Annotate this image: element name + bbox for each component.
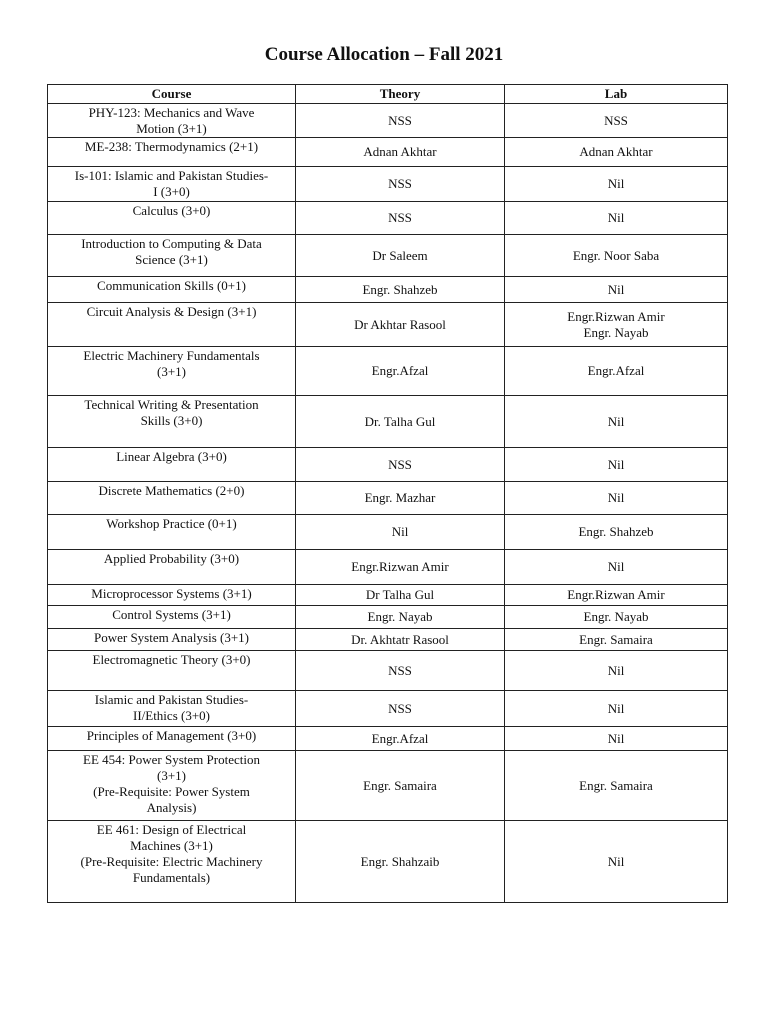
- course-cell: [48, 482, 296, 515]
- table-row: [48, 448, 728, 482]
- course-cell-text: Circuit Analysis & Design (3+1): [86, 304, 257, 319]
- table-row: [48, 515, 728, 550]
- lab-cell-text: Engr. Nayab: [583, 609, 649, 624]
- table-header-row: [48, 85, 728, 104]
- header-course: Course: [48, 85, 296, 104]
- theory-cell: [296, 515, 505, 550]
- table-row: [48, 482, 728, 515]
- course-cell-text: Workshop Practice (0+1): [106, 516, 237, 531]
- lab-cell: [505, 347, 728, 396]
- course-cell: [48, 202, 296, 235]
- table-row: [48, 202, 728, 235]
- course-cell-text: Principles of Management (3+0): [86, 728, 257, 743]
- theory-cell-text: Dr. Akhtatr Rasool: [351, 631, 449, 647]
- course-cell: [48, 821, 296, 903]
- lab-cell: [505, 448, 728, 482]
- lab-cell-text: Nil: [607, 559, 625, 574]
- theory-cell-text: NSS: [388, 700, 412, 716]
- lab-cell: [505, 235, 728, 277]
- table-row: [48, 104, 728, 138]
- table-row: [48, 138, 728, 167]
- theory-cell-text: Dr Saleem: [372, 247, 428, 263]
- theory-cell: [296, 303, 505, 347]
- lab-cell-text: Engr.Afzal: [587, 363, 645, 378]
- course-allocation-table: [47, 84, 728, 903]
- theory-cell: [296, 821, 505, 903]
- theory-cell-text: Engr. Shahzeb: [362, 281, 438, 297]
- lab-cell-text: Nil: [607, 853, 625, 869]
- lab-cell-text: Engr.Rizwan Amir: [567, 587, 665, 602]
- table-row: [48, 235, 728, 277]
- course-cell-text: Communication Skills (0+1): [97, 278, 246, 293]
- lab-cell: [505, 629, 728, 651]
- lab-cell-text: Engr.Rizwan Amir: [567, 308, 665, 324]
- lab-cell: [505, 202, 728, 235]
- theory-cell: [296, 606, 505, 629]
- course-cell: [48, 585, 296, 606]
- theory-cell-text: Engr. Nayab: [367, 609, 433, 624]
- course-cell-text: Fundamentals): [132, 870, 211, 885]
- course-cell-text: Calculus (3+0): [132, 203, 211, 218]
- course-cell-text: (3+1): [157, 768, 186, 783]
- course-cell-text: Electromagnetic Theory (3+0): [92, 652, 251, 667]
- course-cell-text: Power System Analysis (3+1): [93, 630, 250, 645]
- course-cell-text: Control Systems (3+1): [112, 607, 231, 622]
- course-cell-text: Machines (3+1): [130, 838, 213, 853]
- theory-cell-text: Engr.Afzal: [371, 730, 429, 746]
- course-cell: [48, 550, 296, 585]
- lab-cell-text: Nil: [607, 490, 625, 505]
- page-title: Course Allocation – Fall 2021: [264, 44, 504, 65]
- lab-cell-text: Nil: [607, 413, 625, 429]
- course-cell-text: Electric Machinery Fundamentals: [83, 348, 260, 363]
- course-cell-text: Analysis): [146, 800, 197, 815]
- course-cell: [48, 651, 296, 691]
- theory-cell: [296, 396, 505, 448]
- table-row: [48, 277, 728, 303]
- theory-cell-text: Engr.Afzal: [371, 363, 429, 378]
- theory-cell-text: Dr. Talha Gul: [364, 413, 436, 429]
- theory-cell: [296, 585, 505, 606]
- course-cell-text: Technical Writing & Presentation: [84, 397, 259, 412]
- table-row: [48, 585, 728, 606]
- theory-cell-text: NSS: [388, 662, 412, 678]
- header-theory: Theory: [296, 85, 505, 104]
- theory-cell: [296, 202, 505, 235]
- theory-cell: [296, 277, 505, 303]
- course-cell: [48, 235, 296, 277]
- lab-cell-text: Nil: [607, 662, 625, 678]
- theory-cell-text: Engr. Samaira: [363, 777, 437, 793]
- course-cell: [48, 751, 296, 821]
- theory-cell: [296, 751, 505, 821]
- lab-cell: [505, 277, 728, 303]
- theory-cell-text: Engr.Rizwan Amir: [351, 559, 449, 574]
- lab-cell-text: Nil: [607, 210, 625, 225]
- course-cell: [48, 448, 296, 482]
- lab-cell-text: Engr. Samaira: [579, 777, 653, 793]
- lab-cell: [505, 727, 728, 751]
- course-cell-text: PHY-123: Mechanics and Wave: [88, 105, 255, 120]
- course-cell: [48, 277, 296, 303]
- theory-cell-text: NSS: [388, 112, 412, 128]
- course-cell-text: EE 454: Power System Protection: [83, 752, 260, 767]
- course-cell-text: Motion (3+1): [136, 121, 207, 136]
- course-cell: [48, 691, 296, 727]
- theory-cell-text: Engr. Shahzaib: [360, 853, 440, 869]
- theory-cell-text: NSS: [388, 456, 412, 472]
- lab-cell-text: Nil: [607, 456, 625, 472]
- table-row: [48, 606, 728, 629]
- course-cell-text: ME-238: Thermodynamics (2+1): [84, 139, 259, 154]
- lab-cell: [505, 515, 728, 550]
- lab-cell: [505, 482, 728, 515]
- course-cell-text: Linear Algebra (3+0): [116, 449, 227, 464]
- course-cell: [48, 606, 296, 629]
- lab-cell-text: Nil: [607, 281, 625, 297]
- course-cell: [48, 138, 296, 167]
- lab-cell: [505, 691, 728, 727]
- lab-cell-text: NSS: [604, 112, 628, 128]
- course-cell-text: Microprocessor Systems (3+1): [91, 586, 252, 601]
- course-cell: [48, 347, 296, 396]
- lab-cell-text: Engr. Shahzeb: [578, 524, 654, 539]
- lab-cell: [505, 138, 728, 167]
- course-cell-text: Introduction to Computing & Data: [81, 236, 262, 251]
- lab-cell: [505, 821, 728, 903]
- theory-cell: [296, 235, 505, 277]
- theory-cell-text: NSS: [388, 176, 412, 191]
- course-cell-text: Is-101: Islamic and Pakistan Studies-: [74, 168, 269, 183]
- theory-cell-text: Dr Akhtar Rasool: [354, 316, 446, 332]
- lab-cell: [505, 585, 728, 606]
- theory-cell: [296, 629, 505, 651]
- course-cell-text: Islamic and Pakistan Studies-: [94, 692, 249, 707]
- course-cell: [48, 104, 296, 138]
- table-row: [48, 167, 728, 202]
- table-row: [48, 303, 728, 347]
- lab-cell: [505, 396, 728, 448]
- lab-cell: [505, 606, 728, 629]
- lab-cell-text: Nil: [607, 700, 625, 716]
- theory-cell: [296, 448, 505, 482]
- course-cell-text: II/Ethics (3+0): [132, 708, 210, 723]
- lab-cell-text: Adnan Akhtar: [579, 144, 653, 159]
- lab-cell: [505, 104, 728, 138]
- course-cell-text: (Pre-Requisite: Electric Machinery: [80, 854, 263, 869]
- theory-cell-text: Dr Talha Gul: [365, 587, 435, 602]
- lab-cell-text: Engr. Samaira: [579, 631, 653, 647]
- theory-cell: [296, 167, 505, 202]
- theory-cell: [296, 104, 505, 138]
- lab-cell: [505, 550, 728, 585]
- theory-cell: [296, 651, 505, 691]
- lab-cell-text: Nil: [607, 730, 625, 746]
- table-row: [48, 727, 728, 751]
- course-cell-text: Applied Probability (3+0): [103, 551, 240, 566]
- theory-cell-text: Engr. Mazhar: [364, 490, 436, 505]
- table-body: [48, 104, 728, 903]
- lab-cell: [505, 167, 728, 202]
- lab-cell-text: Engr. Noor Saba: [572, 247, 660, 263]
- theory-cell: [296, 691, 505, 727]
- table-row: [48, 651, 728, 691]
- course-cell-text: I (3+0): [153, 184, 190, 199]
- course-cell: [48, 727, 296, 751]
- theory-cell-text: Adnan Akhtar: [363, 144, 437, 159]
- lab-cell-text: Nil: [607, 176, 625, 191]
- theory-cell: [296, 482, 505, 515]
- theory-cell: [296, 727, 505, 751]
- lab-cell: [505, 651, 728, 691]
- course-cell-text: (3+1): [157, 364, 186, 379]
- theory-cell-text: Nil: [391, 524, 409, 539]
- lab-cell-text: Engr. Nayab: [583, 324, 649, 340]
- course-cell-text: (Pre-Requisite: Power System: [93, 784, 250, 799]
- table-row: [48, 821, 728, 903]
- theory-cell: [296, 347, 505, 396]
- table-row: [48, 550, 728, 585]
- course-cell-text: Discrete Mathematics (2+0): [98, 483, 245, 498]
- course-cell: [48, 167, 296, 202]
- course-cell-text: EE 461: Design of Electrical: [96, 822, 247, 837]
- theory-cell: [296, 138, 505, 167]
- course-cell: [48, 515, 296, 550]
- course-cell-text: Science (3+1): [135, 252, 208, 267]
- theory-cell: [296, 550, 505, 585]
- table-row: [48, 629, 728, 651]
- header-lab: Lab: [505, 85, 728, 104]
- course-cell: [48, 303, 296, 347]
- course-cell: [48, 629, 296, 651]
- course-cell-text: Skills (3+0): [140, 413, 203, 428]
- lab-cell: [505, 751, 728, 821]
- table-row: [48, 396, 728, 448]
- table-row: [48, 347, 728, 396]
- table-row: [48, 691, 728, 727]
- course-cell: [48, 396, 296, 448]
- table-row: [48, 751, 728, 821]
- lab-cell: [505, 303, 728, 347]
- theory-cell-text: NSS: [388, 210, 412, 225]
